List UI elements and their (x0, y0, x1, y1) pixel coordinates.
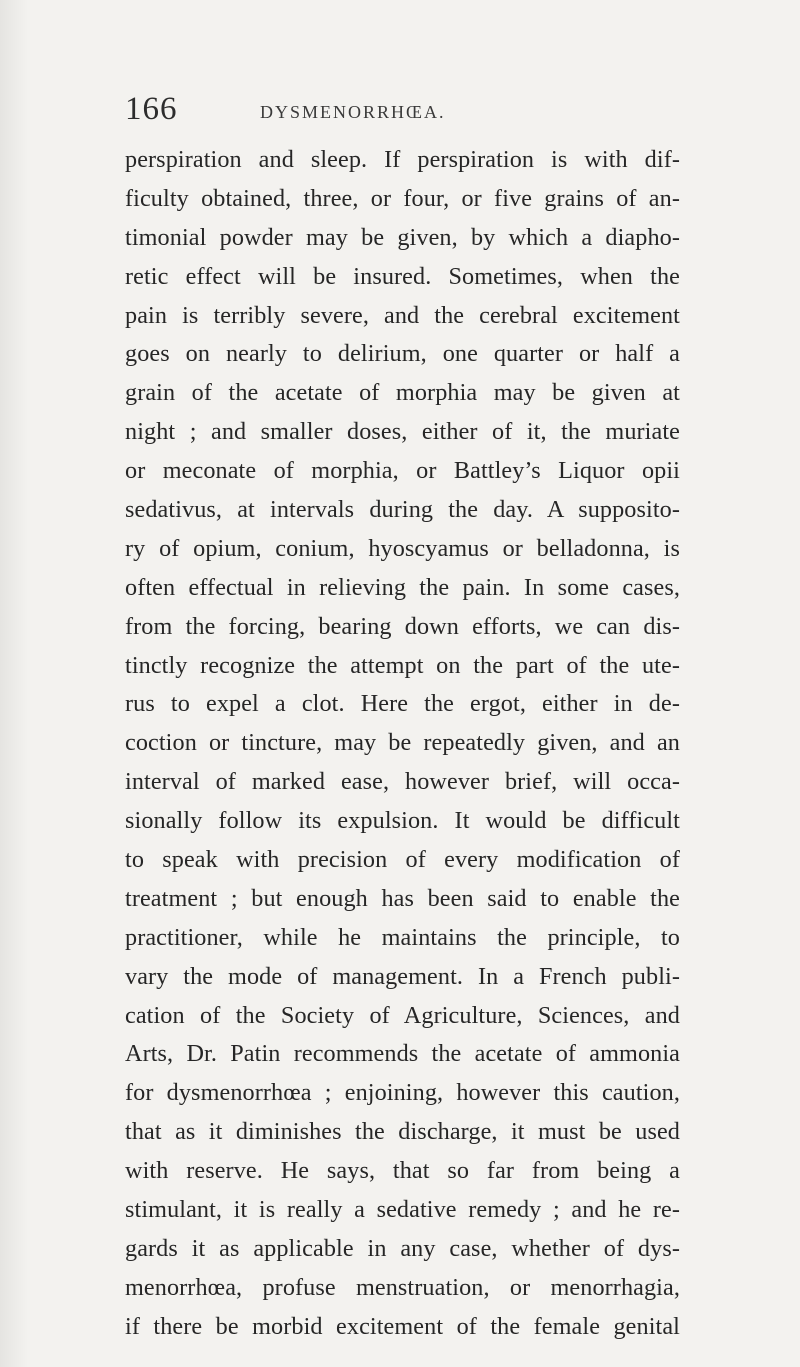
body-text (125, 141, 680, 1347)
text-line: or meconate of morphia, or Battley’s Liquor opii (125, 457, 680, 485)
text-line: ficulty obtained, three, or four, or five grains of an- (125, 184, 680, 212)
text-line: rus to expel a clot. Here the ergot, either in de- (125, 690, 680, 718)
text-line: to speak with precision of every modification of (125, 846, 680, 874)
text-line: gards it as applicable in any case, whether of dys- (125, 1234, 680, 1262)
text-line: practitioner, while he maintains the principle, to (125, 923, 680, 951)
text-line: menorrhœa, profuse menstruation, or menorrhagia, (125, 1273, 680, 1301)
text-line: tinctly recognize the attempt on the part of the ute- (125, 651, 680, 679)
text-line: with reserve. He says, that so far from being a (125, 1157, 680, 1185)
text-line: from the forcing, bearing down efforts, we can dis- (125, 612, 680, 640)
text-line: stimulant, it is really a sedative remedy ; and he re- (125, 1196, 680, 1224)
text-line: grain of the acetate of morphia may be given at (125, 379, 680, 407)
text-line: retic effect will be insured. Sometimes, when the (125, 262, 680, 290)
text-line: interval of marked ease, however brief, will occa- (125, 768, 680, 796)
text-line: coction or tincture, may be repeatedly given, and an (125, 729, 680, 757)
text-line: ry of opium, conium, hyoscyamus or belladonna, is (125, 534, 680, 562)
running-head: DYSMENORRHŒA. (260, 102, 446, 122)
text-line: that as it diminishes the discharge, it must be used (125, 1118, 680, 1146)
page-number: 166 (125, 91, 178, 127)
text-line: cation of the Society of Agriculture, Sciences, and (125, 1001, 680, 1029)
text-line: if there be morbid excitement of the female genital (125, 1312, 680, 1340)
text-line: often effectual in relieving the pain. In some cases, (125, 573, 680, 601)
text-line: vary the mode of management. In a French publi- (125, 962, 680, 990)
text-line: for dysmenorrhœa ; enjoining, however this caution, (125, 1079, 680, 1107)
page-gutter-shadow (0, 0, 28, 1367)
text-line: timonial powder may be given, by which a diapho- (125, 223, 680, 251)
text-line: sedativus, at intervals during the day. A supposito- (125, 496, 680, 524)
text-line: Arts, Dr. Patin recommends the acetate of ammonia (125, 1040, 680, 1068)
text-line: treatment ; but enough has been said to enable the (125, 884, 680, 912)
text-line: perspiration and sleep. If perspiration is with dif- (125, 146, 680, 173)
text-line: night ; and smaller doses, either of it, the muriate (125, 418, 680, 446)
text-line: pain is terribly severe, and the cerebral excitement (125, 301, 680, 329)
text-line: sionally follow its expulsion. It would be difficult (125, 807, 680, 835)
text-line: goes on nearly to delirium, one quarter or half a (125, 340, 680, 368)
